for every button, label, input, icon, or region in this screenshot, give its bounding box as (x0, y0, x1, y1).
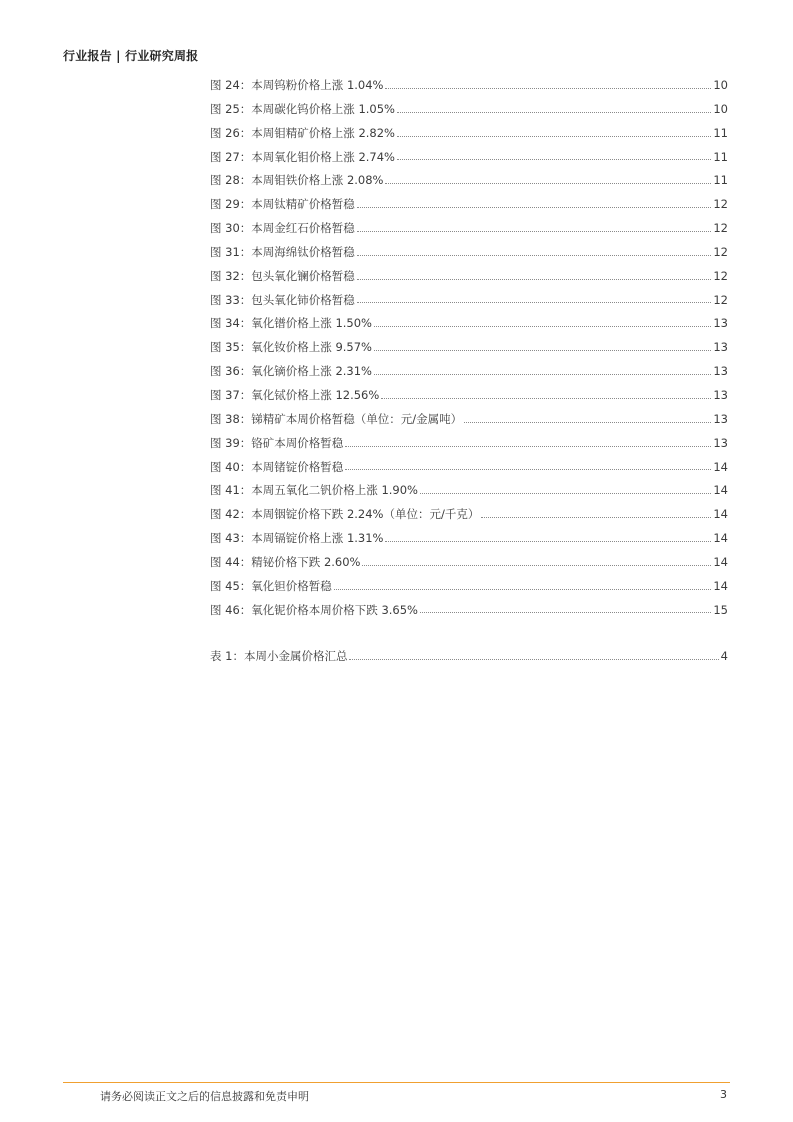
figure-toc-entry-label: 图 37：氧化铽价格上涨 12.56% (210, 387, 380, 402)
dot-leader (357, 278, 712, 280)
dot-leader (349, 658, 718, 660)
figure-toc-entry-page: 12 (713, 221, 728, 236)
figure-toc-entry[interactable] (210, 146, 728, 170)
dot-leader (385, 182, 711, 184)
figure-toc-entry-label: 图 43：本周镉锭价格上涨 1.31% (210, 531, 384, 546)
figure-toc-entry-page: 13 (713, 411, 728, 426)
figure-toc-entry-label: 图 25：本周碳化钨价格上涨 1.05% (210, 101, 395, 116)
figure-toc-entry-page: 14 (713, 483, 728, 498)
table-toc-entry-page: 4 (720, 649, 728, 663)
dot-leader (357, 301, 712, 303)
figure-toc-entry[interactable] (210, 312, 728, 336)
figure-toc-entry[interactable] (210, 360, 728, 384)
figure-toc-entry[interactable] (210, 432, 728, 456)
dot-leader (420, 492, 711, 494)
figure-toc-entry-page: 11 (713, 125, 728, 140)
figure-toc-entry-label: 图 41：本周五氧化二钒价格上涨 1.90% (210, 483, 418, 498)
page-number: 3 (720, 1088, 727, 1101)
figure-toc-entry[interactable] (210, 551, 728, 575)
dot-leader (374, 325, 711, 327)
figure-toc-entry-page: 14 (713, 459, 728, 474)
figure-toc-entry-label: 图 31：本周海绵钛价格暂稳 (210, 244, 355, 259)
figure-toc-entry[interactable] (210, 408, 728, 432)
figure-toc-entry-page: 10 (713, 101, 728, 116)
table-toc-entry[interactable] (210, 645, 728, 669)
figure-toc-entry-page: 14 (713, 578, 728, 593)
figure-toc-entry-page: 12 (713, 292, 728, 307)
figure-toc-entry[interactable] (210, 265, 728, 289)
figure-toc-entry-label: 图 46：氧化铌价格本周价格下跌 3.65% (210, 602, 418, 617)
figure-toc-entry[interactable] (210, 217, 728, 241)
dot-leader (357, 254, 712, 256)
figure-toc-entry-label: 图 28：本周钼铁价格上涨 2.08% (210, 173, 384, 188)
figure-toc-entry-page: 12 (713, 268, 728, 283)
dot-leader (397, 158, 711, 160)
dot-leader (385, 87, 711, 89)
figure-toc-entry-label: 图 44：精铋价格下跌 2.60% (210, 554, 361, 569)
figure-toc-entry-page: 14 (713, 531, 728, 546)
figure-toc-entry-page: 14 (713, 507, 728, 522)
figure-toc-entry[interactable] (210, 122, 728, 146)
figure-toc-entry[interactable] (210, 193, 728, 217)
figure-toc-entry-page: 11 (713, 149, 728, 164)
dot-leader (385, 540, 711, 542)
dot-leader (362, 564, 711, 566)
figure-toc-entry[interactable] (210, 599, 728, 623)
figure-toc-entry-label: 图 29：本周钛精矿价格暂稳 (210, 197, 355, 212)
figure-toc-entry-label: 图 40：本周锗锭价格暂稳 (210, 459, 344, 474)
figure-toc-entry-label: 图 36：氧化镝价格上涨 2.31% (210, 364, 372, 379)
figure-toc-entry-label: 图 34：氧化镨价格上涨 1.50% (210, 316, 372, 331)
dot-leader (345, 468, 711, 470)
figure-toc-entry-label: 图 33：包头氧化铈价格暂稳 (210, 292, 355, 307)
figure-toc-entry[interactable] (210, 503, 728, 527)
table-toc-entry-label: 表 1：本周小金属价格汇总 (210, 649, 348, 663)
figure-toc-entry-label: 图 45：氧化钽价格暂稳 (210, 578, 332, 593)
footer-disclaimer: 请务必阅读正文之后的信息披露和免责申明 (100, 1090, 309, 1103)
figure-toc-entry-page: 14 (713, 554, 728, 569)
dot-leader (334, 588, 712, 590)
dot-leader (381, 397, 711, 399)
figure-toc-entry-label: 图 26：本周钼精矿价格上涨 2.82% (210, 125, 395, 140)
figure-toc-entry-page: 13 (713, 364, 728, 379)
figure-toc-entry-page: 12 (713, 197, 728, 212)
dot-leader (397, 111, 711, 113)
figure-toc-entry[interactable] (210, 336, 728, 360)
figure-toc-entry-page: 13 (713, 435, 728, 450)
figure-toc-entry-label: 图 32：包头氧化镧价格暂稳 (210, 268, 355, 283)
figure-toc-list (210, 74, 728, 622)
dot-leader (397, 135, 711, 137)
figure-toc-entry-page: 13 (713, 316, 728, 331)
figure-toc-entry-label: 图 30：本周金红石价格暂稳 (210, 221, 355, 236)
figure-toc-entry-page: 13 (713, 340, 728, 355)
figure-toc-entry[interactable] (210, 74, 728, 98)
figure-toc-entry-label: 图 24：本周钨粉价格上涨 1.04% (210, 78, 384, 92)
figure-toc-entry-page: 15 (713, 602, 728, 617)
dot-leader (374, 349, 711, 351)
footer-rule (63, 1082, 730, 1083)
report-header: 行业报告 | 行业研究周报 (63, 49, 199, 63)
figure-toc-entry[interactable] (210, 479, 728, 503)
figure-toc-entry-label: 图 39：铬矿本周价格暂稳 (210, 435, 344, 450)
figure-toc-entry-label: 图 42：本周铟锭价格下跌 2.24%（单位：元/千克） (210, 507, 480, 522)
dot-leader (374, 373, 711, 375)
dot-leader (357, 206, 712, 208)
figure-toc-entry[interactable] (210, 98, 728, 122)
figure-toc-entry[interactable] (210, 169, 728, 193)
dot-leader (464, 421, 711, 423)
figure-toc-entry[interactable] (210, 456, 728, 480)
figure-toc-entry-page: 13 (713, 387, 728, 402)
table-toc-list (210, 645, 728, 669)
dot-leader (481, 516, 711, 518)
figure-toc-entry-label: 图 35：氧化钕价格上涨 9.57% (210, 340, 372, 355)
dot-leader (345, 445, 711, 447)
figure-toc-entry[interactable] (210, 241, 728, 265)
figure-toc-entry[interactable] (210, 527, 728, 551)
figure-toc-entry-page: 11 (713, 173, 728, 188)
figure-toc-entry-page: 10 (713, 78, 728, 92)
figure-toc-entry[interactable] (210, 384, 728, 408)
figure-toc-entry-page: 12 (713, 244, 728, 259)
dot-leader (357, 230, 712, 232)
figure-toc-entry-label: 图 38：锑精矿本周价格暂稳（单位：元/金属吨） (210, 411, 463, 426)
dot-leader (420, 611, 711, 613)
figure-toc-entry[interactable] (210, 289, 728, 313)
figure-toc-entry-label: 图 27：本周氧化钼价格上涨 2.74% (210, 149, 395, 164)
figure-toc-entry[interactable] (210, 575, 728, 599)
